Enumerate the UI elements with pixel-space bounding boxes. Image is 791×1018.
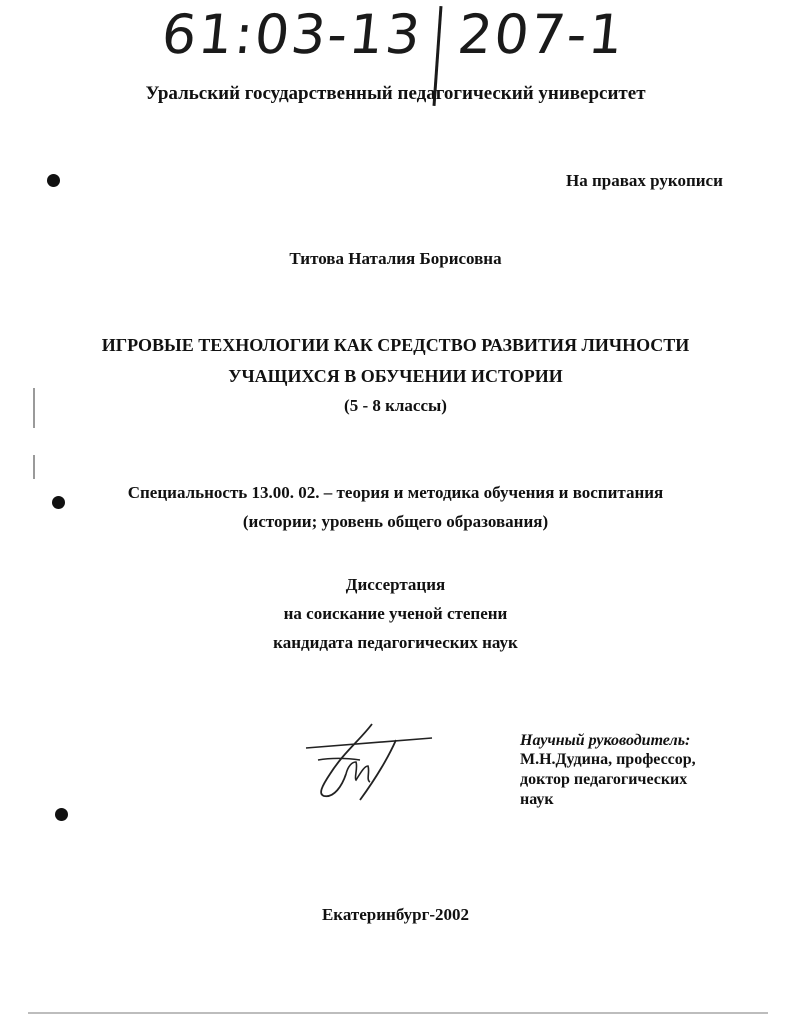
archive-number-left: 61:03-13 (158, 3, 426, 66)
supervisor-name: М.Н.Дудина, профессор, (520, 751, 696, 768)
page-bottom-edge (28, 1012, 768, 1014)
punch-hole-mark (47, 174, 60, 187)
specialty-line2: (истории; уровень общего образования) (242, 512, 549, 531)
dissertation-title-line1: ИГРОВЫЕ ТЕХНОЛОГИИ КАК СРЕДСТВО РАЗВИТИЯ ЛИЧНОСТИ (101, 335, 690, 355)
archive-number-right: 207-1 (454, 3, 629, 66)
dissertation-label: Диссертация (345, 575, 446, 594)
place-year: Екатеринбург-2002 (321, 905, 470, 924)
supervisor-label: Научный руководитель: (520, 732, 691, 749)
university-name: Уральский государственный педагогический университет (145, 83, 646, 104)
supervisor-degree-line1: доктор педагогических (520, 771, 688, 788)
supervisor-degree-line2: наук (520, 791, 554, 808)
dissertation-title-line2: УЧАЩИХСЯ В ОБУЧЕНИИ ИСТОРИИ (228, 366, 563, 386)
dissertation-grades: (5 - 8 классы) (344, 396, 447, 415)
punch-hole-mark (55, 808, 68, 821)
manuscript-rights: На правах рукописи (566, 171, 723, 190)
supervisor-signature (300, 722, 440, 804)
author-name: Титова Наталия Борисовна (289, 249, 502, 268)
dissertation-degree-line: на соискание ученой степени (283, 604, 508, 623)
edge-scan-mark (33, 455, 35, 479)
dissertation-degree-name: кандидата педагогических наук (273, 633, 518, 652)
specialty-line1: Специальность 13.00. 02. – теория и методика обучения и воспитания (127, 483, 664, 502)
